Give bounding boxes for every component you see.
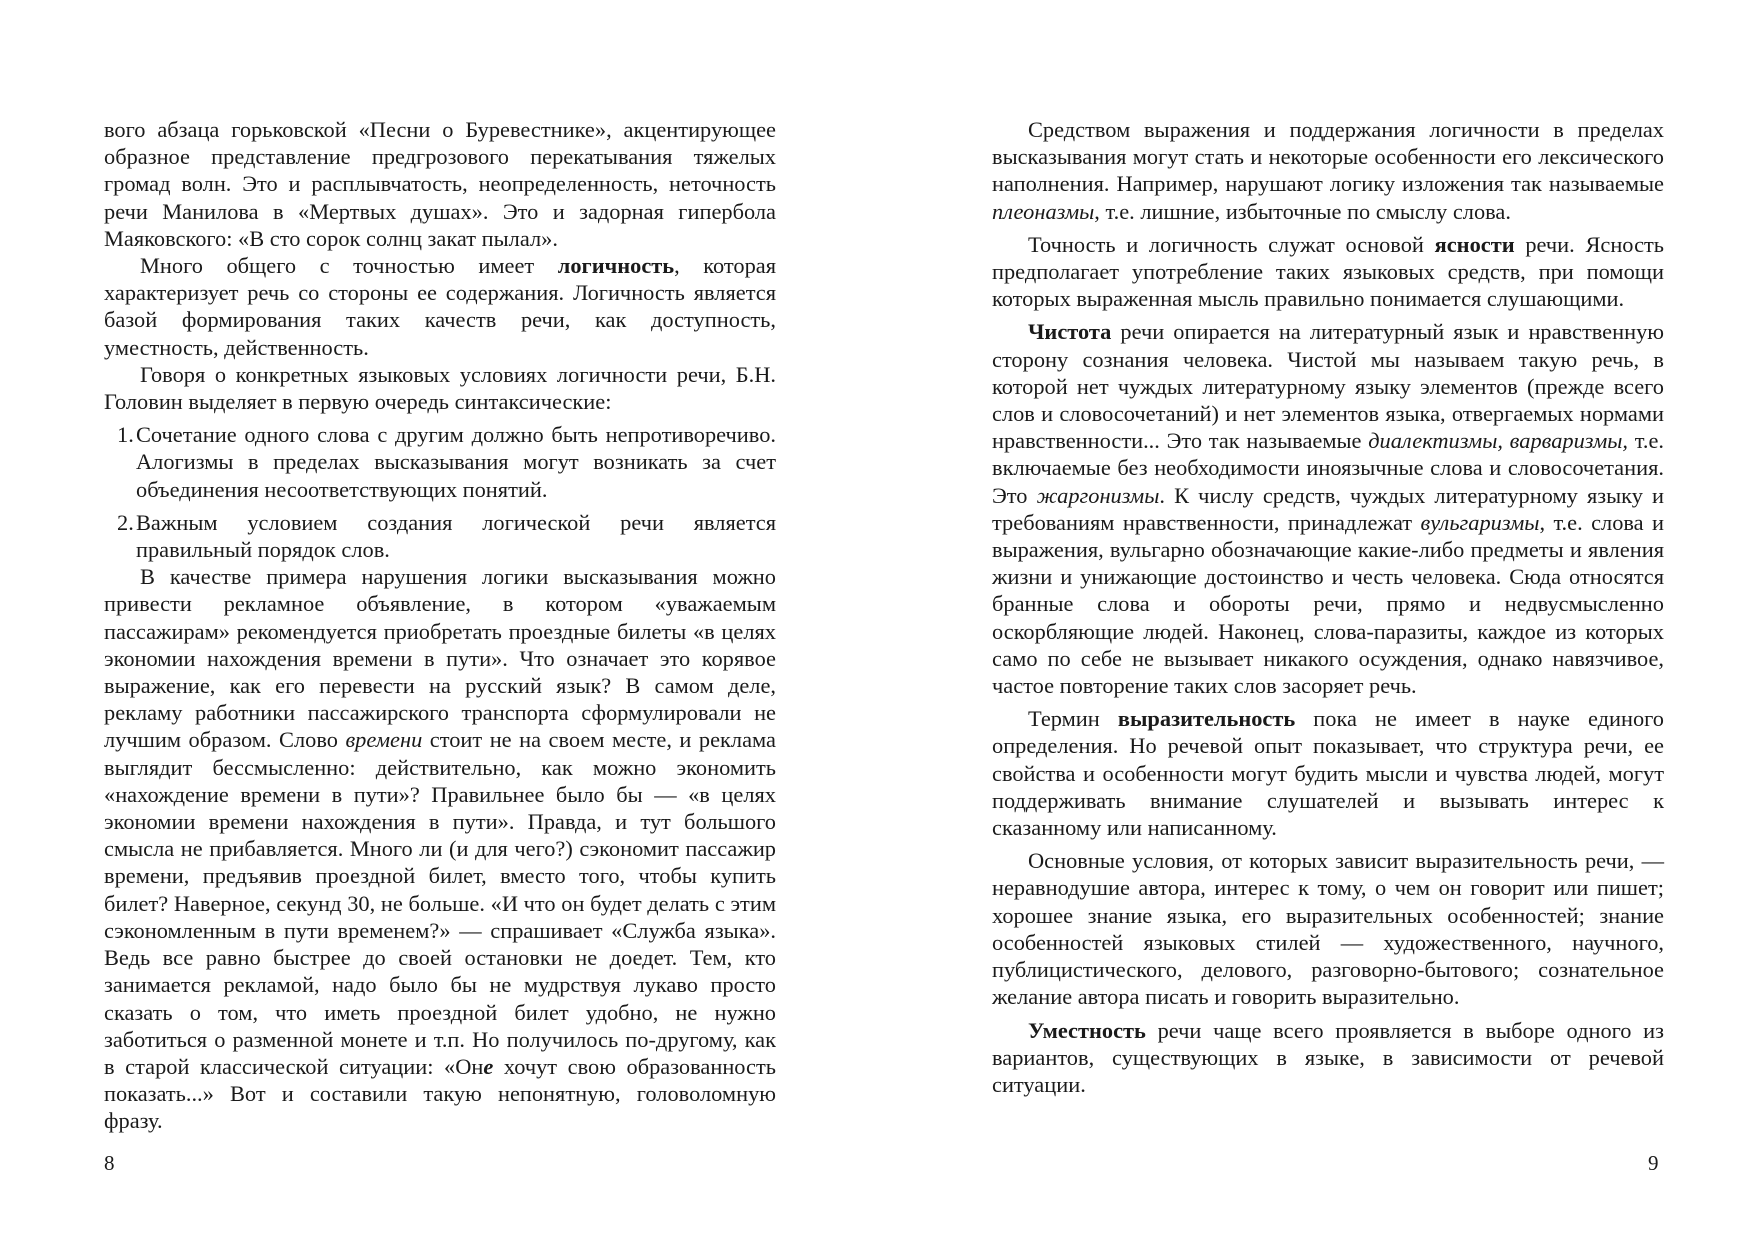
term-yasnost: ясности bbox=[1434, 231, 1515, 257]
italic-word-vremeni: времени bbox=[345, 727, 423, 753]
list-item-number: 2. bbox=[117, 509, 134, 535]
list-item-text: Сочетание одного слова с другим должно быть непротиворечиво. Алогизмы в пределах высказывания могут возникать за счет объединения несоответствующих понятий. bbox=[136, 422, 776, 502]
term-logichnost: логичность bbox=[557, 253, 675, 279]
left-paragraph-4: В качестве примера нарушения логики высказывания можно привести рекламное объявление, в котором «уважаемым пассажирам» рекомендуется приобретать проездные билеты «в целях экономии нахождения времени в пути». Что означает это корявое выражение, как его перевести на русский язык? В самом деле, рекламу работники пассажирского транспорта сформулировали не лучшим образом. Слово времени стоит не на своем месте, и реклама выглядит бессмысленно: действительно, как можно экономить «нахождение времени в пути»? Правильнее было бы — «в целях экономии времени нахождения в пути». Правда, и тут большого смысла не прибавляется. Много ли (и для чего?) сэкономит пассажир времени, предъявив проездной билет, вместо того, чтобы купить билет? Наверное, секунд 30, не больше. «И что он будет делать с этим сэкономленным в пути временем?» — спрашивает «Служба языка». Ведь все равно быстрее до своей остановки не доедет. Тем, кто занимается рекламой, надо было бы не мудрствуя лукаво просто сказать о том, что иметь проездной билет удобно, не нужно заботиться о разменной монете и т.п. Но получилось по-другому, как в старой классической ситуации: «Оне хочут свою образованность показать...» Вот и составили такую непонятную, головоломную фразу. bbox=[104, 564, 776, 1134]
list-item-text: Важным условием создания логической речи является правильный порядок слов. bbox=[136, 509, 776, 563]
right-paragraph-1: Средством выражения и поддержания логичности в пределах высказывания могут стать и некоторые особенности его лексического наполнения. Например, нарушают логику изложения так называемые плеоназмы, т.е. лишние, избыточные по смыслу слова. bbox=[992, 117, 1664, 224]
left-paragraph-1: вого абзаца горьковской «Песни о Буревестнике», акцентирующее образное представление предгрозового перекатывания тяжелых громад волн. Это и расплывчатость, неопределенность, неточность речи Манилова в «Мертвых душах». Это и задорная гипербола Маяковского: «В сто сорок солнц закат пылал». bbox=[104, 117, 776, 251]
term-chistota: Чистота bbox=[1028, 319, 1112, 345]
list-item-number: 1. bbox=[117, 422, 134, 448]
page-number-right: 9 bbox=[1648, 1151, 1659, 1175]
term-umestnost: Уместность bbox=[1028, 1017, 1146, 1043]
list-item bbox=[104, 509, 776, 563]
right-paragraph-2: Точность и логичность служат основой ясности речи. Ясность предполагает употребление таких языковых средств, при помощи которых выраженная мысль правильно понимается слушающими. bbox=[992, 231, 1664, 312]
term-vyrazitelnost: выразительность bbox=[1117, 706, 1296, 732]
right-paragraph-5: Основные условия, от которых зависит выразительность речи, — неравнодушие автора, интерес к тому, о чем он говорит или пишет; хорошее знание языка, его выразительных особенностей; знание особенностей языковых стилей — художественного, научного, публицистического, делового, разговорно-бытового; сознательное желание автора писать и говорить выразительно. bbox=[992, 848, 1664, 1010]
right-paragraph-6: Уместность речи чаще всего проявляется в выборе одного из вариантов, существующих в языке, в зависимости от речевой ситуации. bbox=[992, 1017, 1664, 1097]
right-paragraph-4: Термин выразительность пока не имеет в науке единого определения. Но речевой опыт показывает, что структура речи, ее свойства и особенности могут будить мысли и чувства людей, могут поддерживать внимание слушателей и вызывать интерес к сказанному или написанному. bbox=[992, 706, 1664, 841]
right-page bbox=[992, 116, 1664, 1098]
left-paragraph-3: Говоря о конкретных языковых условиях логичности речи, Б.Н. Головин выделяет в первую очередь синтаксические: bbox=[104, 361, 776, 415]
right-paragraph-3: Чистота речи опирается на литературный язык и нравственную сторону сознания человека. Чистой мы называем такую речь, в которой нет чуждых литературному языку элементов (прежде всего слов и словосочетаний) и нет элементов языка, отвергаемых нормами нравственности... Это так называемые диалектизмы, варваризмы, т.е. включаемые без необходимости иноязычные слова и словосочетания. Это жаргонизмы. К числу средств, чуждых литературному языку и требованиям нравственности, принадлежат вульгаризмы, т.е. слова и выражения, вульгарно обозначающие какие-либо предметы и явления жизни и унижающие достоинство и честь человека. Сюда относятся бранные слова и обороты речи, прямо и недвусмысленно оскорбляющие людей. Наконец, слова-паразиты, каждое из которых само по себе не вызывает никакого осуждения, однако навязчивое, частое повторение таких слов засоряет речь. bbox=[992, 319, 1664, 699]
italic-vulgarizmy: вульгаризмы bbox=[1420, 509, 1540, 535]
italic-pleonazmy: плеоназмы bbox=[992, 198, 1095, 224]
left-paragraph-2: Много общего с точностью имеет логичность, которая характеризует речь со стороны ее содержания. Логичность является базой формирования таких качеств речи, как доступность, уместность, действенность. bbox=[104, 253, 776, 360]
italic-zhargonizmy: жаргонизмы bbox=[1036, 482, 1160, 508]
bold-italic-letter: е bbox=[483, 1053, 494, 1079]
italic-dialektizmy: диалектизмы, варваризмы, bbox=[1368, 428, 1629, 454]
numbered-list bbox=[104, 421, 776, 563]
left-page bbox=[104, 116, 776, 1135]
page-number-left: 8 bbox=[104, 1151, 115, 1175]
list-item bbox=[104, 421, 776, 503]
